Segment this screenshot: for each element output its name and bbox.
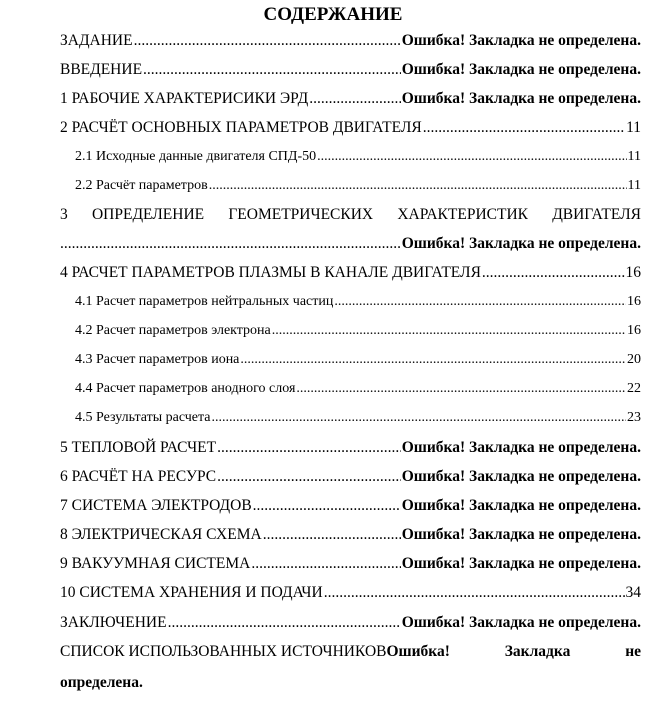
toc-entry-label: 4.5 Результаты расчета xyxy=(75,410,211,425)
toc-entry-label: 7 СИСТЕМА ЭЛЕКТРОДОВ xyxy=(60,497,252,514)
toc-entry-section-6[interactable] xyxy=(60,466,641,488)
toc-entry-page: Ошибка! Закладка не определена. xyxy=(401,235,641,252)
toc-entry-label: 5 ТЕПЛОВОЙ РАСЧЕТ xyxy=(60,439,217,456)
toc-entry-page: 23 xyxy=(627,410,641,425)
toc-entry-section-2-1[interactable] xyxy=(75,146,641,168)
toc-leader-dots xyxy=(212,407,626,429)
toc-entry-section-4-3[interactable] xyxy=(75,349,641,371)
toc-entry-label: 4.4 Расчет параметров анодного слоя xyxy=(75,381,296,396)
toc-entry-section-2-2[interactable] xyxy=(75,175,641,197)
toc-leader-dots xyxy=(217,466,401,488)
toc-entry-section-10[interactable] xyxy=(60,582,641,604)
toc-entry-label: 2.1 Исходные данные двигателя СПД-50 xyxy=(75,149,317,164)
toc-leader-dots xyxy=(253,495,401,517)
toc-entry-section-4-4[interactable] xyxy=(75,378,641,400)
toc-entry-section-4-1[interactable] xyxy=(75,291,641,313)
toc-entry-page: 34 xyxy=(625,584,641,601)
toc-entry-label-word: ДВИГАТЕЛЯ xyxy=(552,206,641,223)
toc-leader-dots xyxy=(209,175,627,197)
toc-entry-page: 16 xyxy=(627,294,641,309)
toc-entry-label-word: ГЕОМЕТРИЧЕСКИХ xyxy=(228,206,374,223)
toc-leader-dots xyxy=(423,117,625,139)
toc-entry-section-5[interactable] xyxy=(60,437,641,459)
toc-leader-dots xyxy=(240,349,626,371)
toc-entry-label: 4.2 Расчет параметров электрона xyxy=(75,323,271,338)
toc-entry-page: Ошибка! Закладка не определена. xyxy=(401,526,641,543)
toc-entry-section-2[interactable] xyxy=(60,117,641,139)
toc-entry-page: Ошибка! Закладка не определена. xyxy=(401,497,641,514)
toc-entry-page: Ошибка! Закладка не определена. xyxy=(401,468,641,485)
toc-entry-assignment[interactable] xyxy=(60,30,641,52)
toc-entry-page: 11 xyxy=(626,119,641,136)
toc-entry-page: Ошибка! Закладка не определена. xyxy=(401,32,641,49)
toc-entry-label: 4.3 Расчет параметров иона xyxy=(75,352,240,367)
toc-entry-section-3-page-line[interactable] xyxy=(60,233,641,255)
toc-leader-dots xyxy=(317,146,626,168)
toc-leader-dots xyxy=(168,612,401,634)
toc-entry-page-word: Закладка xyxy=(504,643,571,660)
toc-leader-dots xyxy=(324,582,625,604)
toc-entry-page: 11 xyxy=(627,178,641,193)
toc-entry-label-word: ХАРАКТЕРИСТИК xyxy=(397,206,528,223)
toc-entry-page: 11 xyxy=(627,149,641,164)
toc-entry-page-tail: определена. xyxy=(60,674,143,691)
toc-entry-label: 1 РАБОЧИЕ ХАРАКТЕРИСИКИ ЭРД xyxy=(60,90,309,107)
toc-entry-page: 16 xyxy=(627,323,641,338)
toc-leader-dots xyxy=(134,30,401,52)
toc-entry-label-word: ОПРЕДЕЛЕНИЕ xyxy=(91,206,205,223)
toc-entry-page: 16 xyxy=(625,264,641,281)
toc-leader-dots xyxy=(296,378,626,400)
toc-entry-page-word: Ошибка! xyxy=(386,643,450,660)
toc-entry-section-4-2[interactable] xyxy=(75,320,641,342)
toc-entry-page: 20 xyxy=(627,352,641,367)
toc-entry-label: ЗАКЛЮЧЕНИЕ xyxy=(60,614,167,631)
toc-leader-dots xyxy=(482,262,625,284)
toc-entry-page: Ошибка! Закладка не определена. xyxy=(401,555,641,572)
toc-entry-section-9[interactable] xyxy=(60,553,641,575)
toc-entry-section-8[interactable] xyxy=(60,524,641,546)
toc-entry-label: 2 РАСЧЁТ ОСНОВНЫХ ПАРАМЕТРОВ ДВИГАТЕЛЯ xyxy=(60,119,422,136)
toc-entry-label: 2.2 Расчёт параметров xyxy=(75,178,208,193)
toc-entry-page: Ошибка! Закладка не определена. xyxy=(401,90,641,107)
toc-entry-label: 6 РАСЧЁТ НА РЕСУРС xyxy=(60,468,217,485)
toc-entry-page: Ошибка! Закладка не определена. xyxy=(401,61,641,78)
toc-entry-section-7[interactable] xyxy=(60,495,641,517)
toc-leader-dots xyxy=(217,437,401,459)
toc-entry-label: 4.1 Расчет параметров нейтральных частиц xyxy=(75,294,334,309)
toc-entry-section-1[interactable] xyxy=(60,88,641,110)
toc-entry-references-page-line[interactable] xyxy=(60,672,641,694)
toc-entry-introduction[interactable] xyxy=(60,59,641,81)
toc-entry-page: 22 xyxy=(627,381,641,396)
toc-entry-section-3[interactable] xyxy=(60,204,641,226)
toc-entry-label: 10 СИСТЕМА ХРАНЕНИЯ И ПОДАЧИ xyxy=(60,584,323,601)
toc-leader-dots xyxy=(60,233,401,255)
toc-entry-label: ВВЕДЕНИЕ xyxy=(60,61,143,78)
toc-entry-label: 9 ВАКУУМНАЯ СИСТЕМА xyxy=(60,555,251,572)
toc-entry-label: ЗАДАНИЕ xyxy=(60,32,133,49)
toc-leader-dots xyxy=(143,59,401,81)
toc-leader-dots xyxy=(251,553,400,575)
toc-entry-references[interactable] xyxy=(60,641,641,663)
toc-entry-label: 8 ЭЛЕКТРИЧЕСКАЯ СХЕМА xyxy=(60,526,262,543)
toc-title: СОДЕРЖАНИЕ xyxy=(263,4,403,25)
toc-entry-label: 4 РАСЧЕТ ПАРАМЕТРОВ ПЛАЗМЫ В КАНАЛЕ ДВИГАТЕЛЯ xyxy=(60,264,481,281)
toc-leader-dots xyxy=(309,88,401,110)
toc-entry-section-4[interactable] xyxy=(60,262,641,284)
toc-entry-page: Ошибка! Закладка не определена. xyxy=(401,614,641,631)
toc-entry-page: Ошибка! Закладка не определена. xyxy=(401,439,641,456)
toc-leader-dots xyxy=(263,524,401,546)
toc-entry-conclusion[interactable] xyxy=(60,612,641,634)
toc-entry-label: СПИСОК ИСПОЛЬЗОВАННЫХ ИСТОЧНИКОВ xyxy=(60,643,387,660)
toc-entry-page-word: не xyxy=(625,643,641,660)
toc-leader-dots xyxy=(272,320,626,342)
toc-entry-label-word: 3 xyxy=(60,206,68,223)
toc-entry-section-4-5[interactable] xyxy=(75,407,641,429)
toc-leader-dots xyxy=(334,291,626,313)
